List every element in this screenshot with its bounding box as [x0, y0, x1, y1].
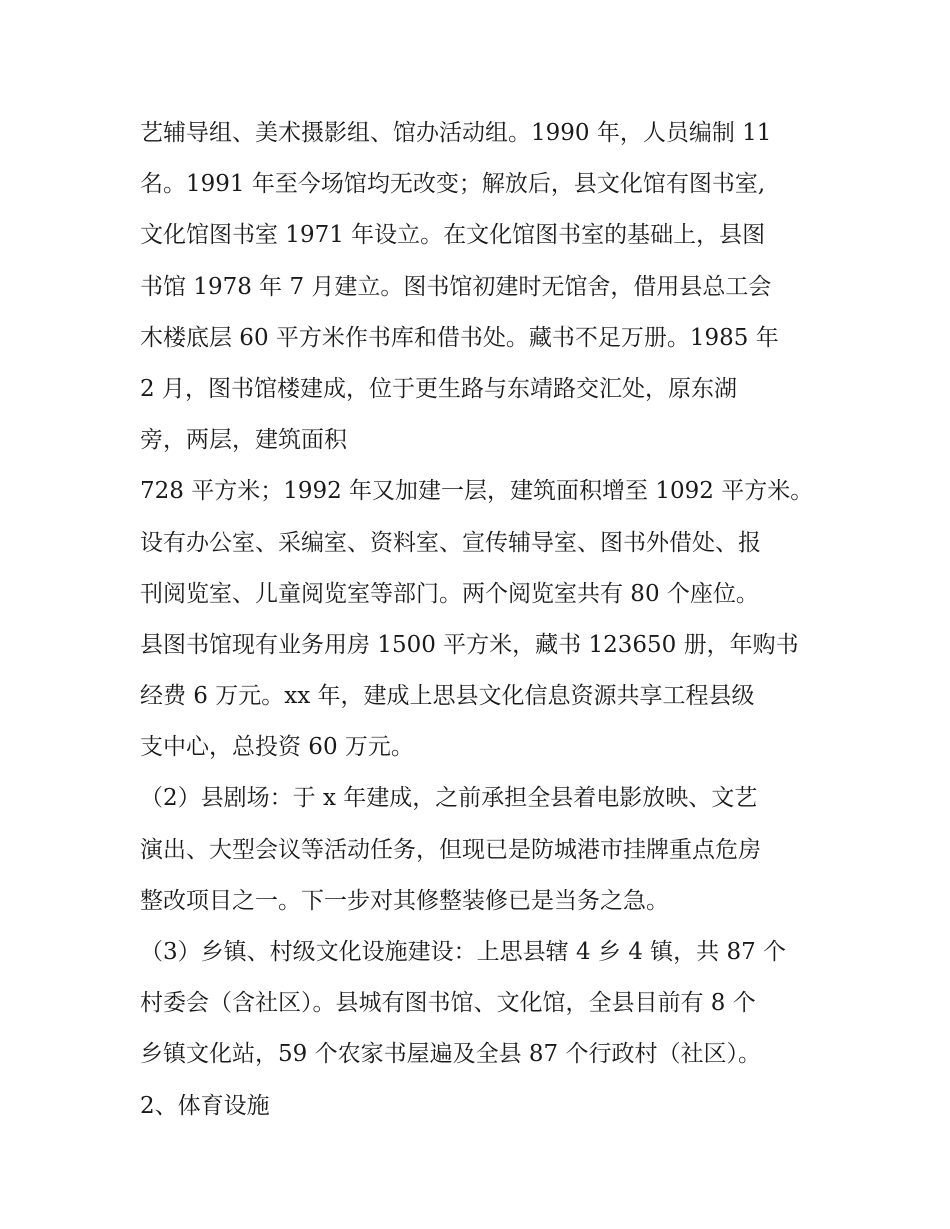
text-line: 2 月，图书馆楼建成，位于更生路与东靖路交汇处，原东湖: [140, 375, 737, 402]
text-line: 演出、大型会议等活动任务，但现已是防城港市挂牌重点危房: [140, 836, 761, 863]
section-item-theater: （2）县剧场：于 x 年建成，之前承担全县着电影放映、文艺: [140, 785, 758, 812]
text-line: 旁，两层，建筑面积: [140, 427, 347, 454]
text-line: 文化馆图书室 1971 年设立。在文化馆图书室的基础上，县图: [140, 222, 766, 249]
text-line: 木楼底层 60 平方米作书库和借书处。藏书不足万册。1985 年: [140, 324, 779, 351]
text-line: 名。1991 年至今场馆均无改变；解放后，县文化馆有图书室,: [140, 171, 766, 198]
text-line: 刊阅览室、儿童阅览室等部门。两个阅览室共有 80 个座位。: [140, 580, 759, 607]
text-line: 728 平方米；1992 年又加建一层，建筑面积增至 1092 平方米。: [140, 478, 814, 505]
text-line: 乡镇文化站，59 个农家书屋遍及全县 87 个行政村（社区）。: [140, 1041, 761, 1068]
section-item-township-facilities: （3）乡镇、村级文化设施建设：上思县辖 4 乡 4 镇，共 87 个: [140, 939, 787, 965]
text-line: 设有办公室、采编室、资料室、宣传辅导室、图书外借处、报: [140, 529, 761, 556]
section-heading: 2、体育设施: [140, 1092, 270, 1119]
text-line: 县图书馆现有业务用房 1500 平方米，藏书 123650 册，年购书: [140, 631, 799, 658]
text-line: 整改项目之一。下一步对其修整装修已是当务之急。: [140, 887, 669, 914]
text-line: 经费 6 万元。xx 年，建成上思县文化信息资源共享工程县级: [140, 683, 755, 710]
text-line: 艺辅导组、美术摄影组、馆办活动组。1990 年，人员编制 11: [140, 120, 772, 146]
document-body: [140, 108, 820, 1132]
text-line: 支中心，总投资 60 万元。: [140, 734, 414, 761]
text-line: 村委会（含社区）。县城有图书馆、文化馆，全县目前有 8 个: [140, 990, 756, 1017]
text-line: 书馆 1978 年 7 月建立。图书馆初建时无馆舍，借用县总工会: [140, 273, 772, 300]
